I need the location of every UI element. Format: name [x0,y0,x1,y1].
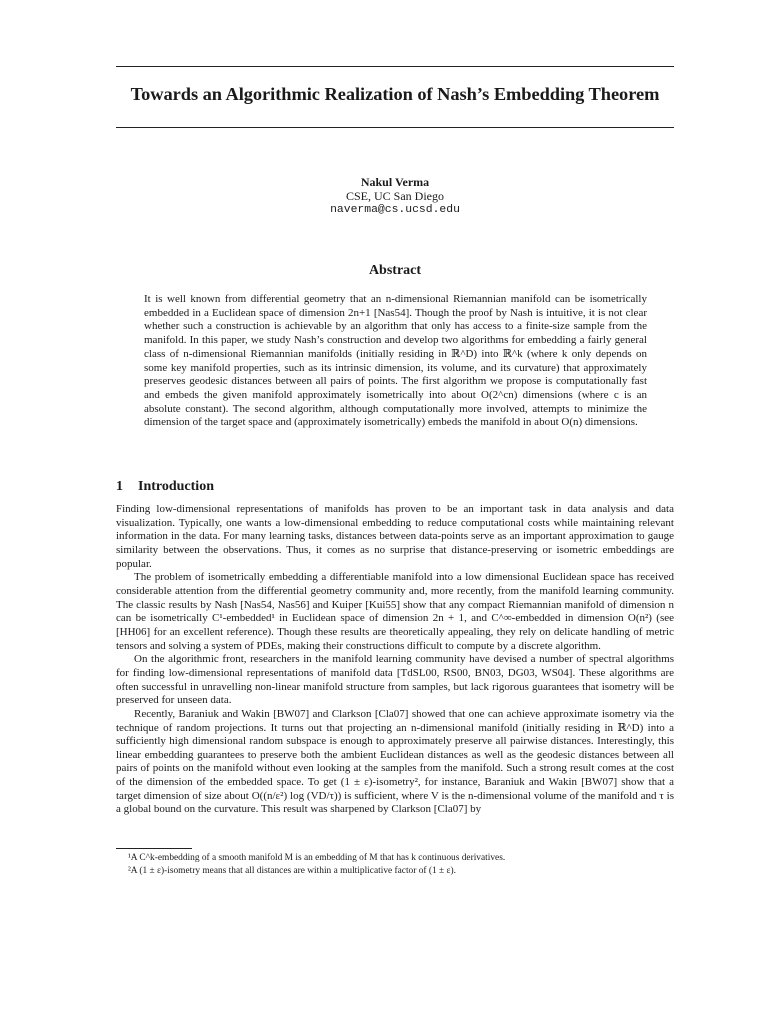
introduction-body [116,503,674,817]
abstract-heading: Abstract [368,263,422,278]
section-title: Introduction [138,479,214,494]
footnote-2: ²A (1 ± ε)-isometry means that all distances are within a multiplicative factor of (1 ± ε). [128,866,456,876]
footnote-1: ¹A C^k-embedding of a smooth manifold M is an embedding of M that has k continuous derivatives. [128,853,506,863]
paper-title: Towards an Algorithmic Realization of Nash’s Embedding Theorem [130,84,660,104]
section-heading [116,479,214,495]
footnotes [128,852,674,878]
paragraph-4: Recently, Baraniuk and Wakin [BW07] and Clarkson [Cla07] showed that one can achieve approximate isometry via the technique of random projections. It turns out that projecting an n-dimensional manifold (initially residing in ℝ^D) into a sufficiently high dimensional random subspace is enough to approximately preserve all pairwise distances. Interestingly, this linear embedding guarantees to preserve both the ambient Euclidean distances as well as the geodesic distances between all pairs of points on the manifold without even looking at the samples from the manifold. Such a strong result comes at the cost of the dimension of the embedded space. To get (1 ± ε)-isometry², for instance, Baraniuk and Wakin [BW07] show that a target dimension of size about O((n/ε²) log (VD/τ)) is sufficient, where V is the n-dimensional volume of the manifold and τ is a global bound on the curvature. This result was sharpened by Clarkson [Cla07] by [116,707,674,816]
title-bottom-rule [116,127,674,128]
paragraph-2: The problem of isometrically embedding a differentiable manifold into a low dimensional Euclidean space has received considerable attention from the differential geometry community and, more recently, from the manifold learning community. The classic results by Nash [Nas54, Nas56] and Kuiper [Kui55] show that any compact Riemannian manifold of dimension n can be isometrically C¹-embedded¹ in Euclidean space of dimension 2n + 1, and C^∞-embedded in dimension O(n²) (see [HH06] for an excellent reference). Though these results are theoretically appealing, they rely on delicate handling of metric tensors and solving a system of PDEs, making their constructions difficult to compute by a discrete algorithm. [116,571,674,652]
author-block [116,175,674,217]
title-top-rule [116,66,674,67]
paragraph-3: On the algorithmic front, researchers in the manifold learning community have devised a number of spectral algorithms for finding low-dimensional representations of manifold data [TdSL00, RS00, BN03, DG03, WS04]. These algorithms are often successful in unravelling non-linear manifold structure from samples, but lack rigorous guarantees that isometry will be preserved for unseen data. [116,653,674,707]
author-name: Nakul Verma [360,175,430,189]
paragraph-1: Finding low-dimensional representations of manifolds has proven to be an important task in data analysis and data visualization. Typically, one wants a low-dimensional embedding to reduce computational costs while maintaining relevant information in the data. For many learning tasks, distances between data-points serve as an important approximation to gauge similarity between the observations. Thus, it comes as no surprise that distance-preserving or isometric embeddings are popular. [116,503,674,570]
author-email[interactable]: naverma@cs.ucsd.edu [330,204,460,216]
abstract-text: It is well known from differential geometry that an n-dimensional Riemannian manifold can be isometrically embedded in a Euclidean space of dimension 2n+1 [Nas54]. Though the proof by Nash is intuitive, it is not clear whether such a construction is achievable by an algorithm that only has access to a finite-size sample from the manifold. In this paper, we study Nash’s construction and develop two algorithms for embedding a fairly general class of n-dimensional Riemannian manifolds (initially residing in ℝ^D) into ℝ^k (where k only depends on some key manifold properties, such as its intrinsic dimension, its volume, and its curvature) that approximately preserves geodesic distances between all pairs of points. The first algorithm we propose is computationally fast and embeds the given manifold approximately isometrically into about O(2^cn) dimensions (where c is an absolute constant). The second algorithm, although computationally more involved, attempts to minimize the dimension of the target space and (approximately isometrically) embeds the manifold in about O(n) dimensions. [144,293,647,429]
author-affiliation: CSE, UC San Diego [345,189,444,203]
footnote-rule [116,848,192,849]
section-number: 1 [116,479,123,494]
